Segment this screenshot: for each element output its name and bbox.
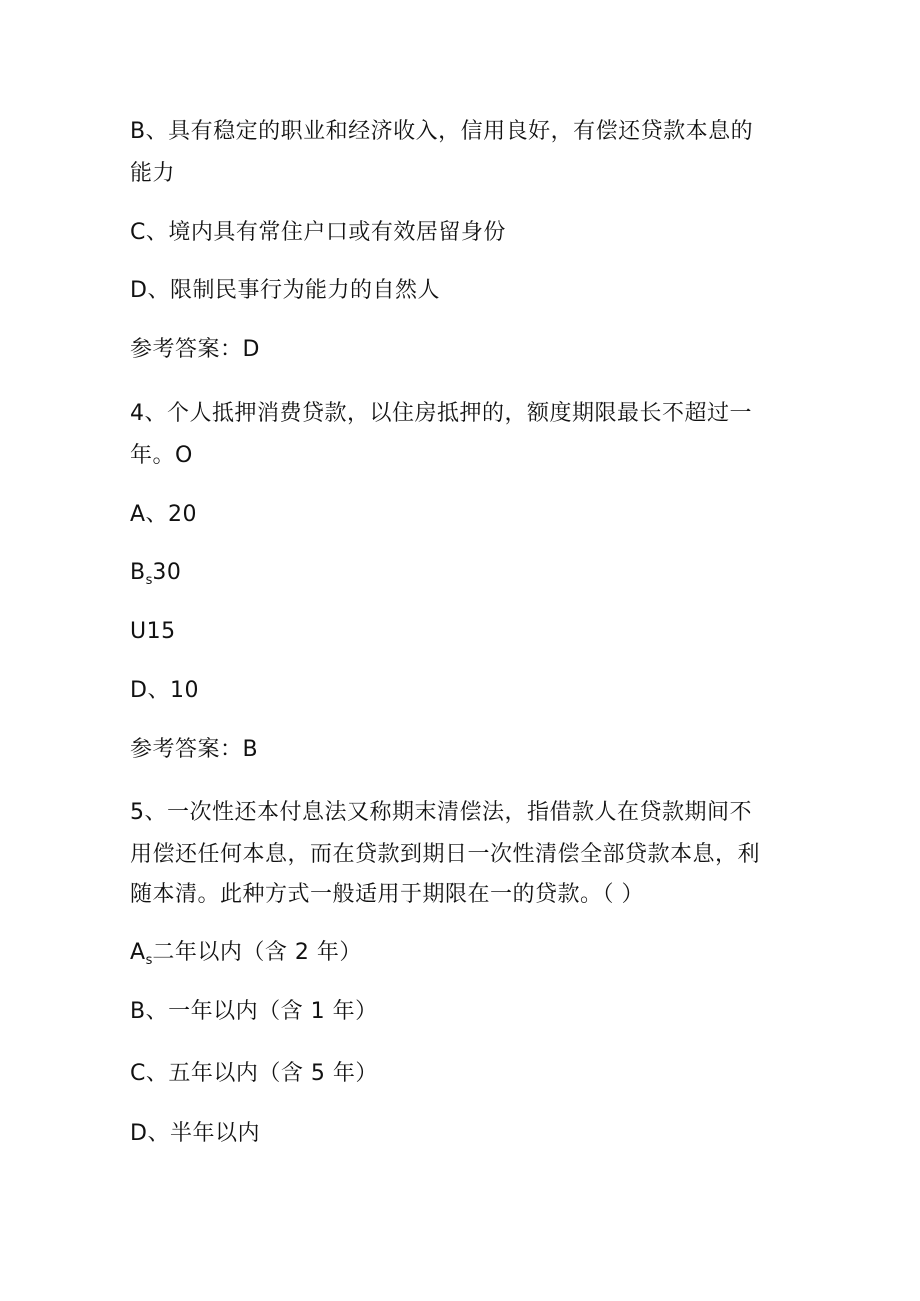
q5-option-b: B、一年以内（含 1 年） [130,999,378,1024]
q5-option-d: D、半年以内 [130,1121,260,1146]
q4-stem-line1: 4、个人抵押消费贷款，以住房抵押的，额度期限最长不超过一 [130,401,752,426]
q3-answer: 参考答案：D [130,337,260,362]
q4-option-b-sub: s [145,573,153,588]
q4-option-a: A、20 [130,502,198,527]
q5-option-a [130,932,790,982]
q5-stem-line3: 随本清。此种方式一般适用于期限在一的贷款。（ ） [130,882,644,907]
q4-option-c: U15 [130,619,176,644]
q4-option-b-value: 30 [152,560,182,585]
q5-stem-line1: 5、一次性还本付息法又称期末清偿法，指借款人在贷款期间不 [130,800,752,825]
q4-answer: 参考答案：B [130,737,259,762]
q5-option-a-letter: A [130,940,146,965]
q4-option-d: D、10 [130,678,199,703]
q4-option-b-letter: B [130,560,146,585]
q5-option-a-text: 二年以内（含 2 年） [152,940,362,965]
q5-option-a-sub: s [145,953,153,968]
q3-option-c: C、境内具有常住户口或有效居留身份 [130,220,506,245]
q4-stem-line2: 年。O [130,443,193,468]
q5-stem-line2: 用偿还任何本息，而在贷款到期日一次性清偿全部贷款本息，利 [130,842,761,867]
q5-option-c: C、五年以内（含 5 年） [130,1061,378,1086]
q3-option-b-line1: B、具有稳定的职业和经济收入，信用良好，有偿还贷款本息的 [130,119,754,144]
q3-option-d: D、限制民事行为能力的自然人 [130,278,440,303]
q3-option-b-line2: 能力 [130,161,176,186]
q4-option-b [130,552,790,602]
